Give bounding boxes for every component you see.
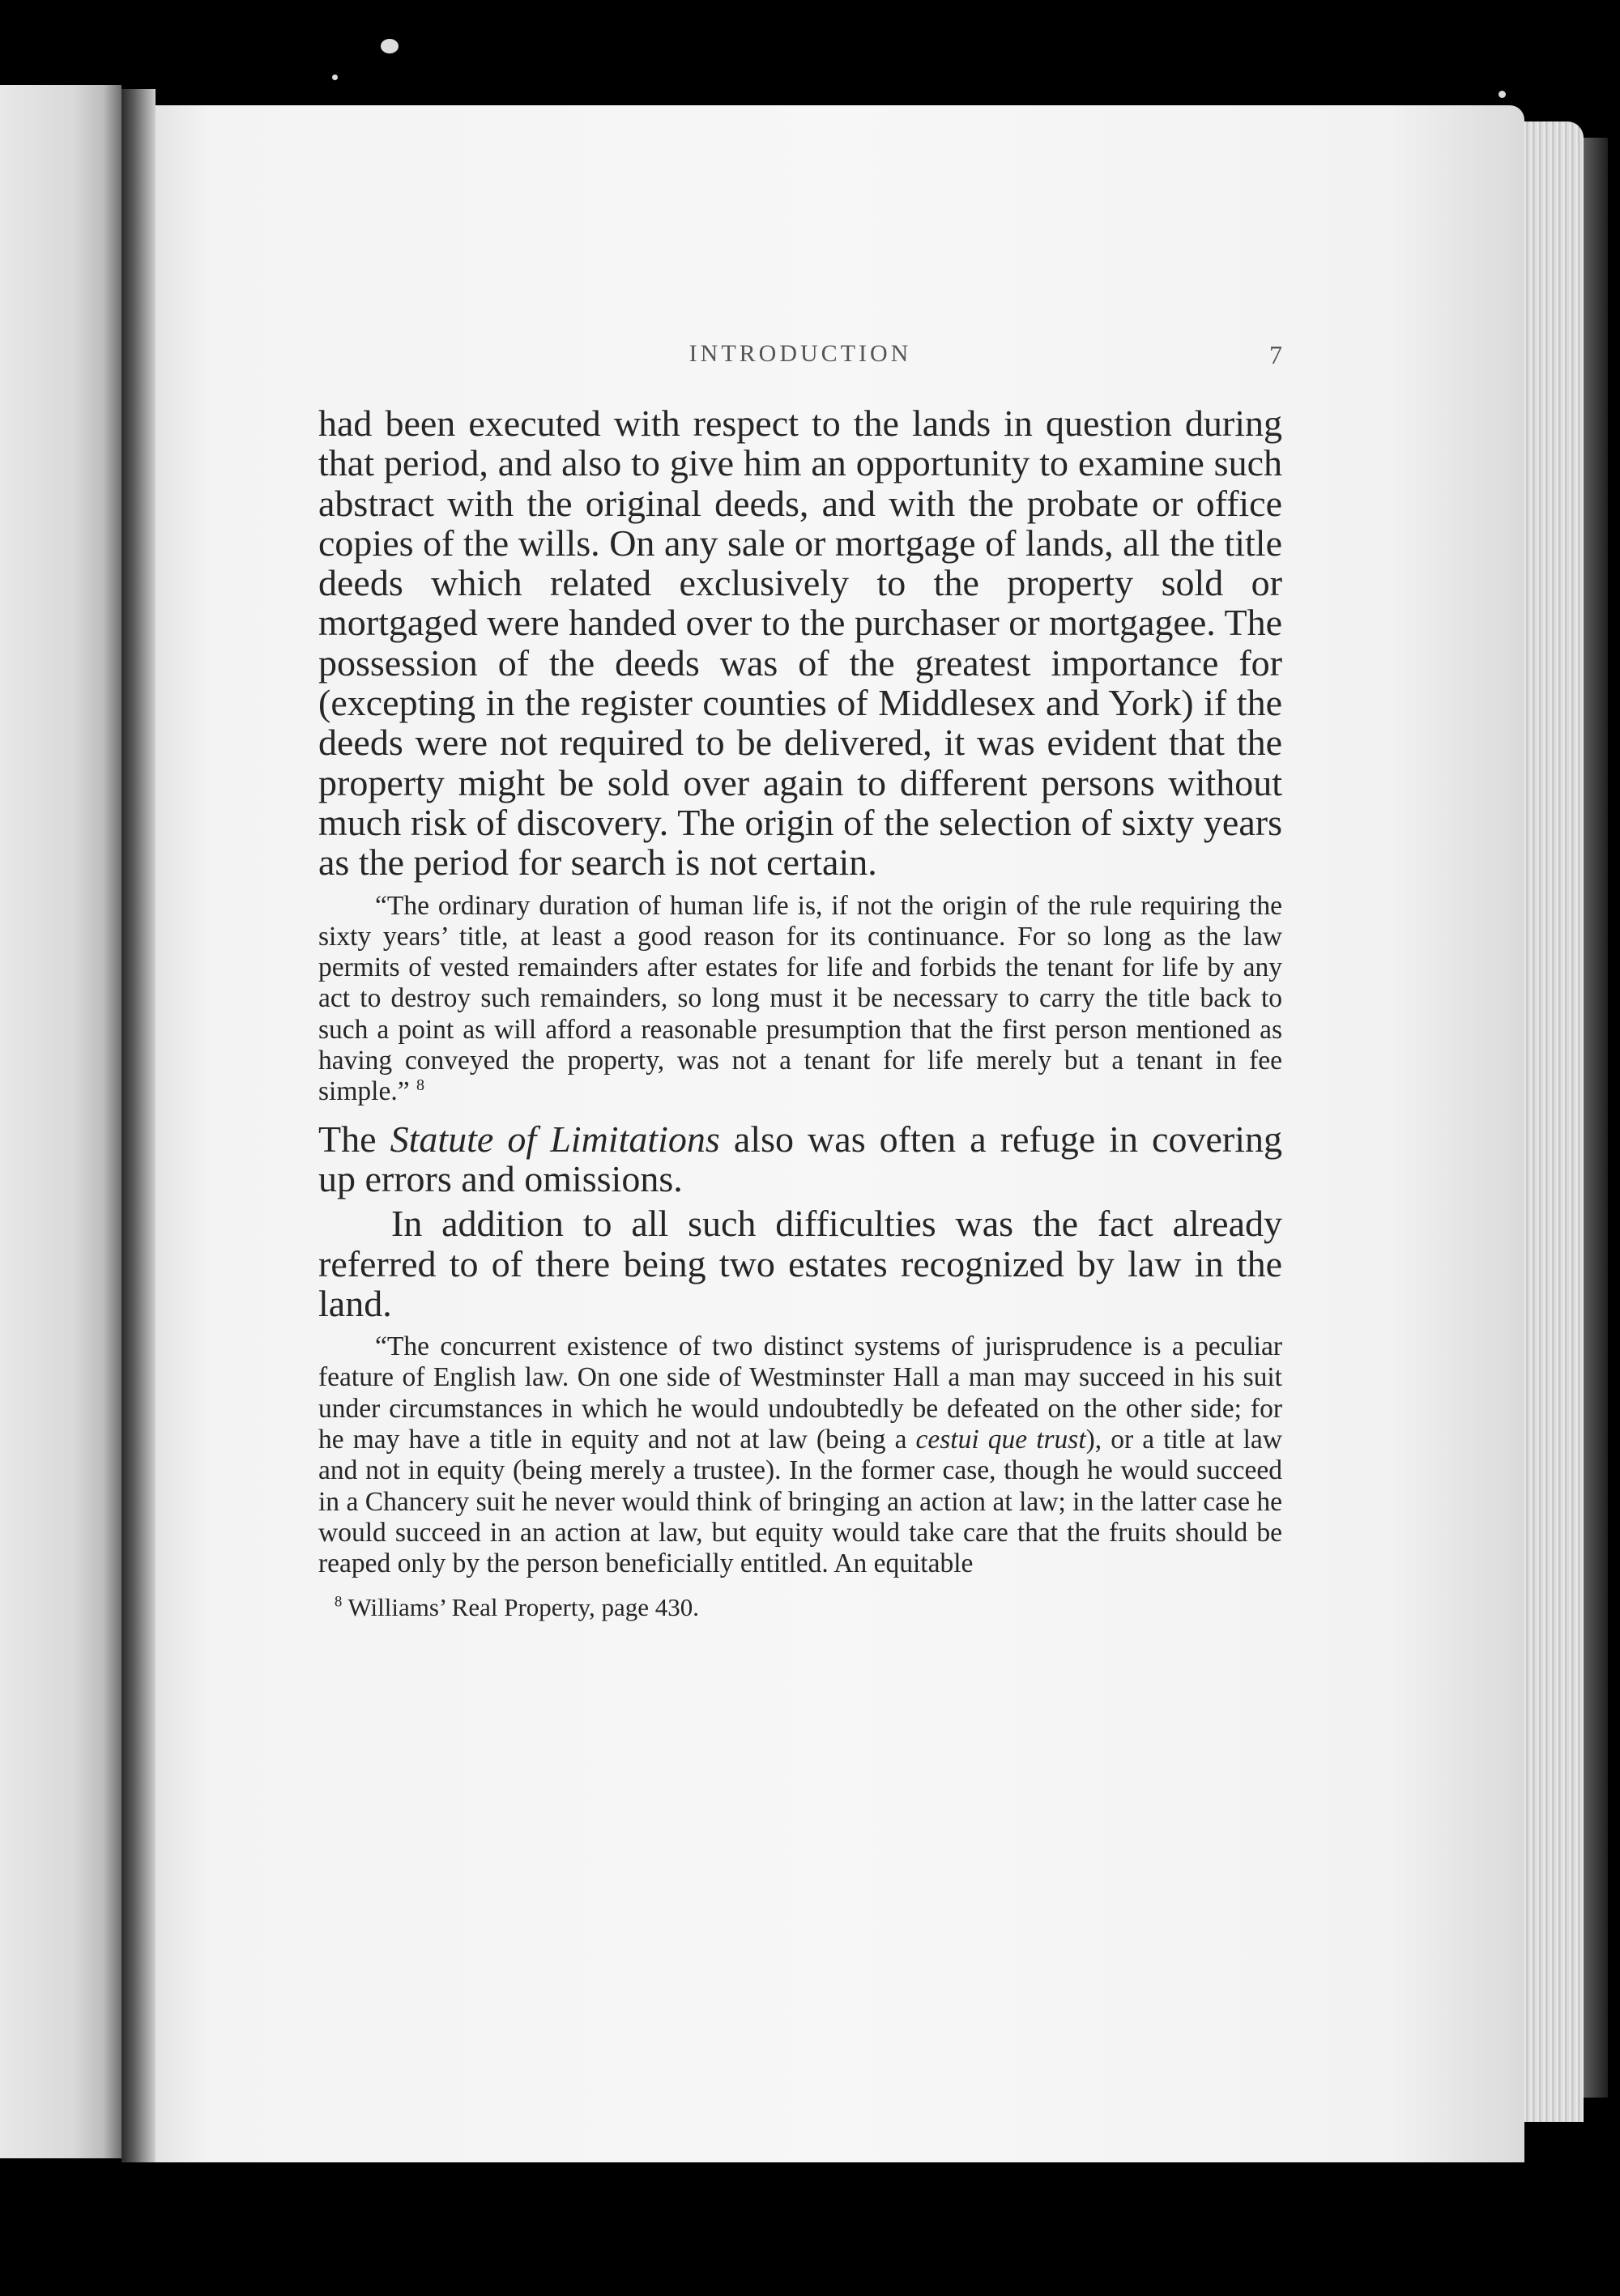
block-quote-life-duration [318,891,1282,1108]
statute-text-before: The [318,1118,390,1160]
footnote-text: Williams’ Real Property, page 430. [342,1592,699,1621]
statute-text-after: also was often a refuge in covering up errors and omissions. [318,1118,1282,1199]
running-head: INTRODUCTION [688,340,912,367]
page-header [318,340,1282,381]
quote-italic-term: cestui que trust [915,1425,1086,1455]
body-paragraph-statute [318,1119,1282,1199]
dust-speck [381,39,399,53]
quote-text-part-b: ), or a title at law and not in equity (being merely a trustee). In the former case, though he would succeed in a Chancery suit he never would think of bringing an action at law; in the latter case he would succeed in an action at law, but equity would take care that the fruits should be reaped only by the person beneficially entitled. An equitable [318,1425,1282,1579]
left-page-edge [0,85,122,2158]
dust-speck [1498,91,1506,98]
footnote-reference: 8 [416,1076,424,1095]
quote-text-part-a: “The concurrent existence of two distinct systems of jurisprudence is a peculiar feature of English law. On one side of Westminster Hall a man may succeed in his suit under circumstances in which he would undoubtedly be defeated on the other side; for he may have a title in equity and not at law (being a [318,1331,1282,1455]
book-gutter [122,89,156,2162]
footnote [318,1593,1282,1622]
page-content [318,340,1282,1622]
quote-text: “The ordinary duration of human life is, if not the origin of the rule requiring the sixty years’ title, at least a good reason for its continuance. For so long as the law permits of vested remainders after estates for life and forbids the tenant for life by any act to destroy such remainders, so long must it be necessary to carry the title back to such a point as will afford a reasonable presumption that the first person mentioned as having conveyed the property, was not a tenant for life merely but a tenant in fee simple.” [318,890,1282,1107]
footnote-marker: 8 [335,1593,343,1611]
body-paragraph-addition: In addition to all such difficulties was the fact already referred to of there being two estates recognized by law in the land. [318,1203,1282,1324]
block-quote-jurisprudence [318,1331,1282,1579]
body-paragraph-main: had been executed with respect to the lands in question during that period, and also to give him an opportunity to examine such abstract with the original deeds, and with the probate or office copies of the wills. On any sale or mortgage of lands, all the title deeds which related exclusively to the property sold or mortgaged were handed over to the purchaser or mortgagee. The possession of the deeds was of the greatest importance for (excepting in the register counties of Middlesex and York) if the deeds were not required to be delivered, it was evident that the property might be sold over again to different persons without much risk of discovery. The origin of the selection of sixty years as the period for search is not certain. [318,403,1282,884]
book-cover-edge [1584,138,1608,2098]
dust-speck [332,75,338,80]
statute-title: Statute of Limitations [390,1118,720,1160]
page-number: 7 [1269,340,1282,369]
